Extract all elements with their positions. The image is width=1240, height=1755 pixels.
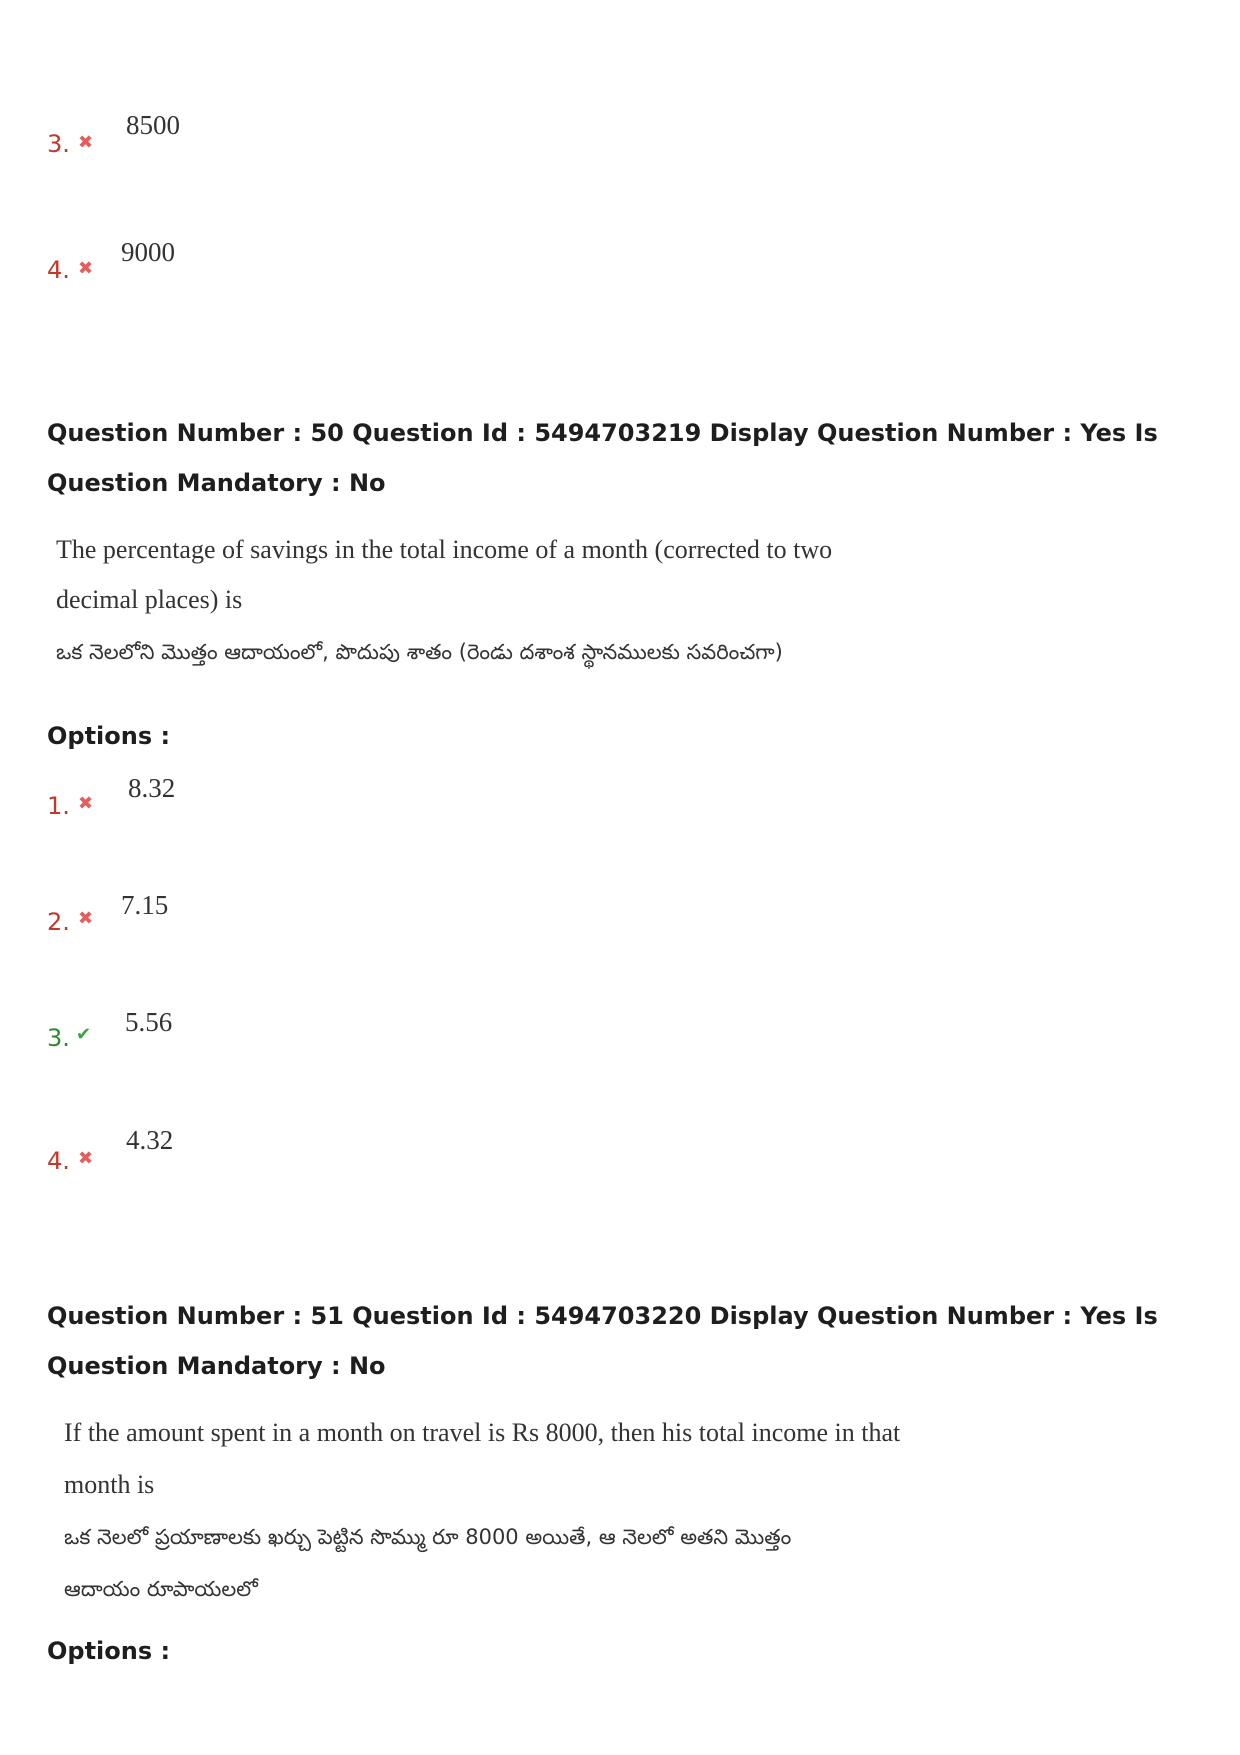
option-row: [47, 130, 70, 158]
question-header: Question Number : 50 Question Id : 5494703219 Display Question Number : Yes Is Question Mandatory : No: [47, 419, 1158, 497]
option-value: 5.56: [125, 1007, 173, 1037]
wrong-mark-icon: ✖: [78, 908, 94, 929]
option-number: 3.: [47, 130, 70, 158]
question-text-te-line2: ఆదాయం రూపాయలలో: [64, 1577, 258, 1601]
option-row: [47, 256, 70, 284]
option-number: 2.: [47, 908, 70, 936]
wrong-mark-icon: ✖: [78, 793, 94, 814]
option-value: 8.32: [128, 773, 176, 803]
correct-check-icon: ✔: [76, 1024, 92, 1045]
option-number: 4.: [47, 256, 70, 284]
question-header: Question Number : 51 Question Id : 5494703220 Display Question Number : Yes Is Question Mandatory : No: [47, 1302, 1158, 1380]
question-text-en-line2: month is: [64, 1470, 155, 1499]
question-text-en-line1: If the amount spent in a month on travel is Rs 8000, then his total income in that: [64, 1418, 901, 1447]
option-value: 9000: [121, 237, 175, 267]
question-text-en-line1: The percentage of savings in the total income of a month (corrected to two: [56, 535, 833, 564]
question-text-te-line1: ఒక నెలలో ప్రయాణాలకు ఖర్చు పెట్టిన సొమ్ము రూ 8000 అయితే, ఆ నెలలో అతని మొత్తం: [64, 1525, 792, 1549]
question-text-en-line2: decimal places) is: [56, 585, 243, 614]
wrong-mark-icon: ✖: [78, 132, 94, 153]
question-text-te: ఒక నెలలోని మొత్తం ఆదాయంలో, పొదుపు శాతం (రెండు దశాంశ స్థానములకు సవరించగా): [56, 640, 783, 664]
options-label: Options :: [47, 1637, 171, 1665]
wrong-mark-icon: ✖: [78, 258, 94, 279]
wrong-mark-icon: ✖: [78, 1148, 94, 1169]
option-number: 3.: [47, 1024, 70, 1052]
option-number: 4.: [47, 1147, 70, 1175]
option-value: 7.15: [121, 890, 169, 920]
option-number: 1.: [47, 792, 70, 820]
option-value: 4.32: [126, 1125, 174, 1155]
option-value: 8500: [126, 110, 180, 140]
options-label: Options :: [47, 722, 171, 750]
